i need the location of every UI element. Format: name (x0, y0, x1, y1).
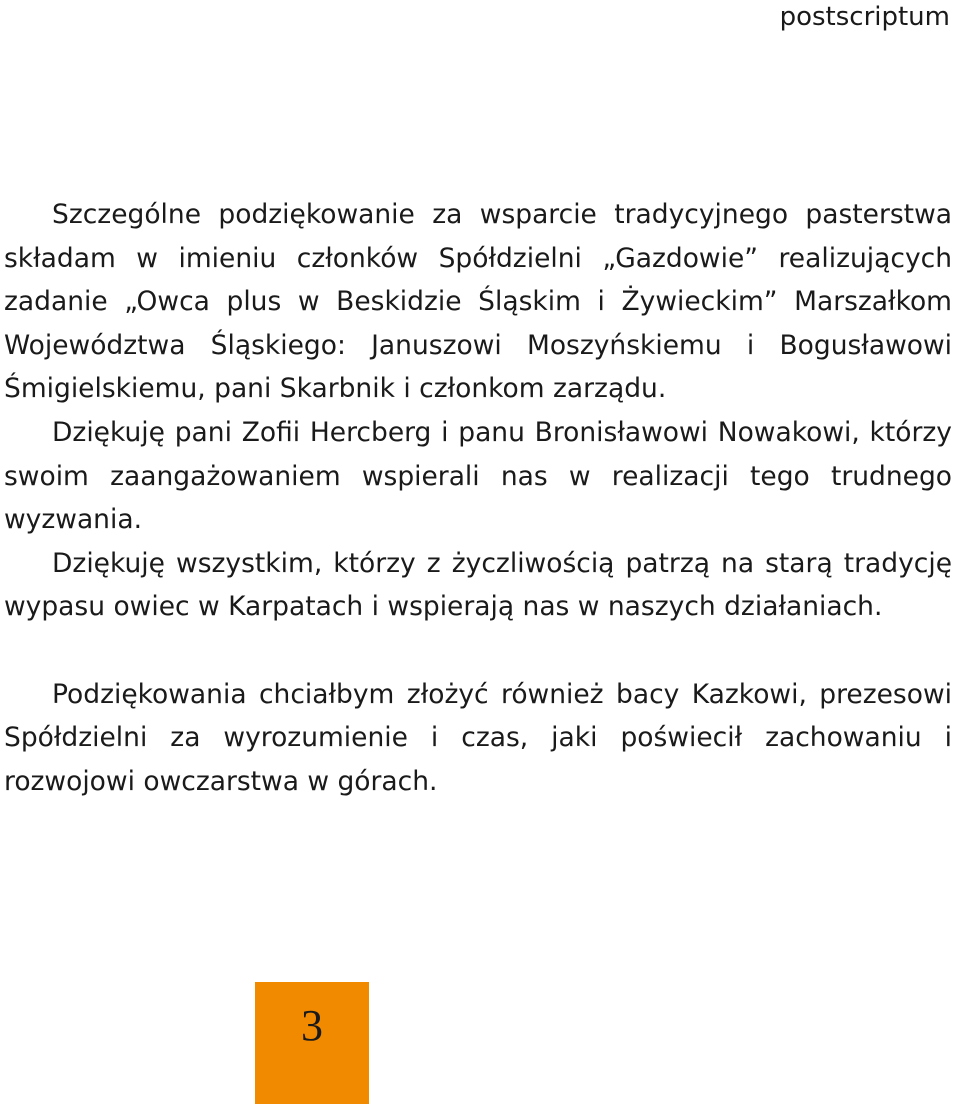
paragraph-thanks-marshals: Szczególne podziękowanie za wsparcie tradycyjnego pasterstwa składam w imieniu członków Spółdzielni „Gazdowie” realizujących zadanie „Owca plus w Beskidzie Śląskim i Żywieckim” Marszałkom Województwa Śląskiego: Januszowi Moszyńskiemu i Bogusławowi Śmigielskiemu, pani Skarbnik i członkom zarządu. (4, 199, 952, 405)
page-number: 3 (301, 1001, 323, 1050)
page-number-box (255, 982, 369, 1104)
paragraph-thanks-everyone: Dziękuję wszystkim, którzy z życzliwością patrzą na starą tradycję wypasu owiec w Karpatach i wspierają nas w naszych działaniach. (4, 547, 952, 623)
running-title: postscriptum (779, 2, 950, 32)
acknowledgements-text (4, 193, 952, 803)
paragraph-thanks-kazek: Podziękowania chciałbym złożyć również bacy Kazkowi, prezesowi Spółdzielni za wyrozumienie i czas, jaki poświecił zachowaniu i rozwojowi owczarstwa w górach. (4, 678, 952, 797)
paragraph-thanks-hercberg-nowak: Dziękuję pani Zofii Hercberg i panu Bronisławowi Nowakowi, którzy swoim zaangażowaniem wspierali nas w realizacji tego trudnego wyzwania. (4, 416, 952, 536)
